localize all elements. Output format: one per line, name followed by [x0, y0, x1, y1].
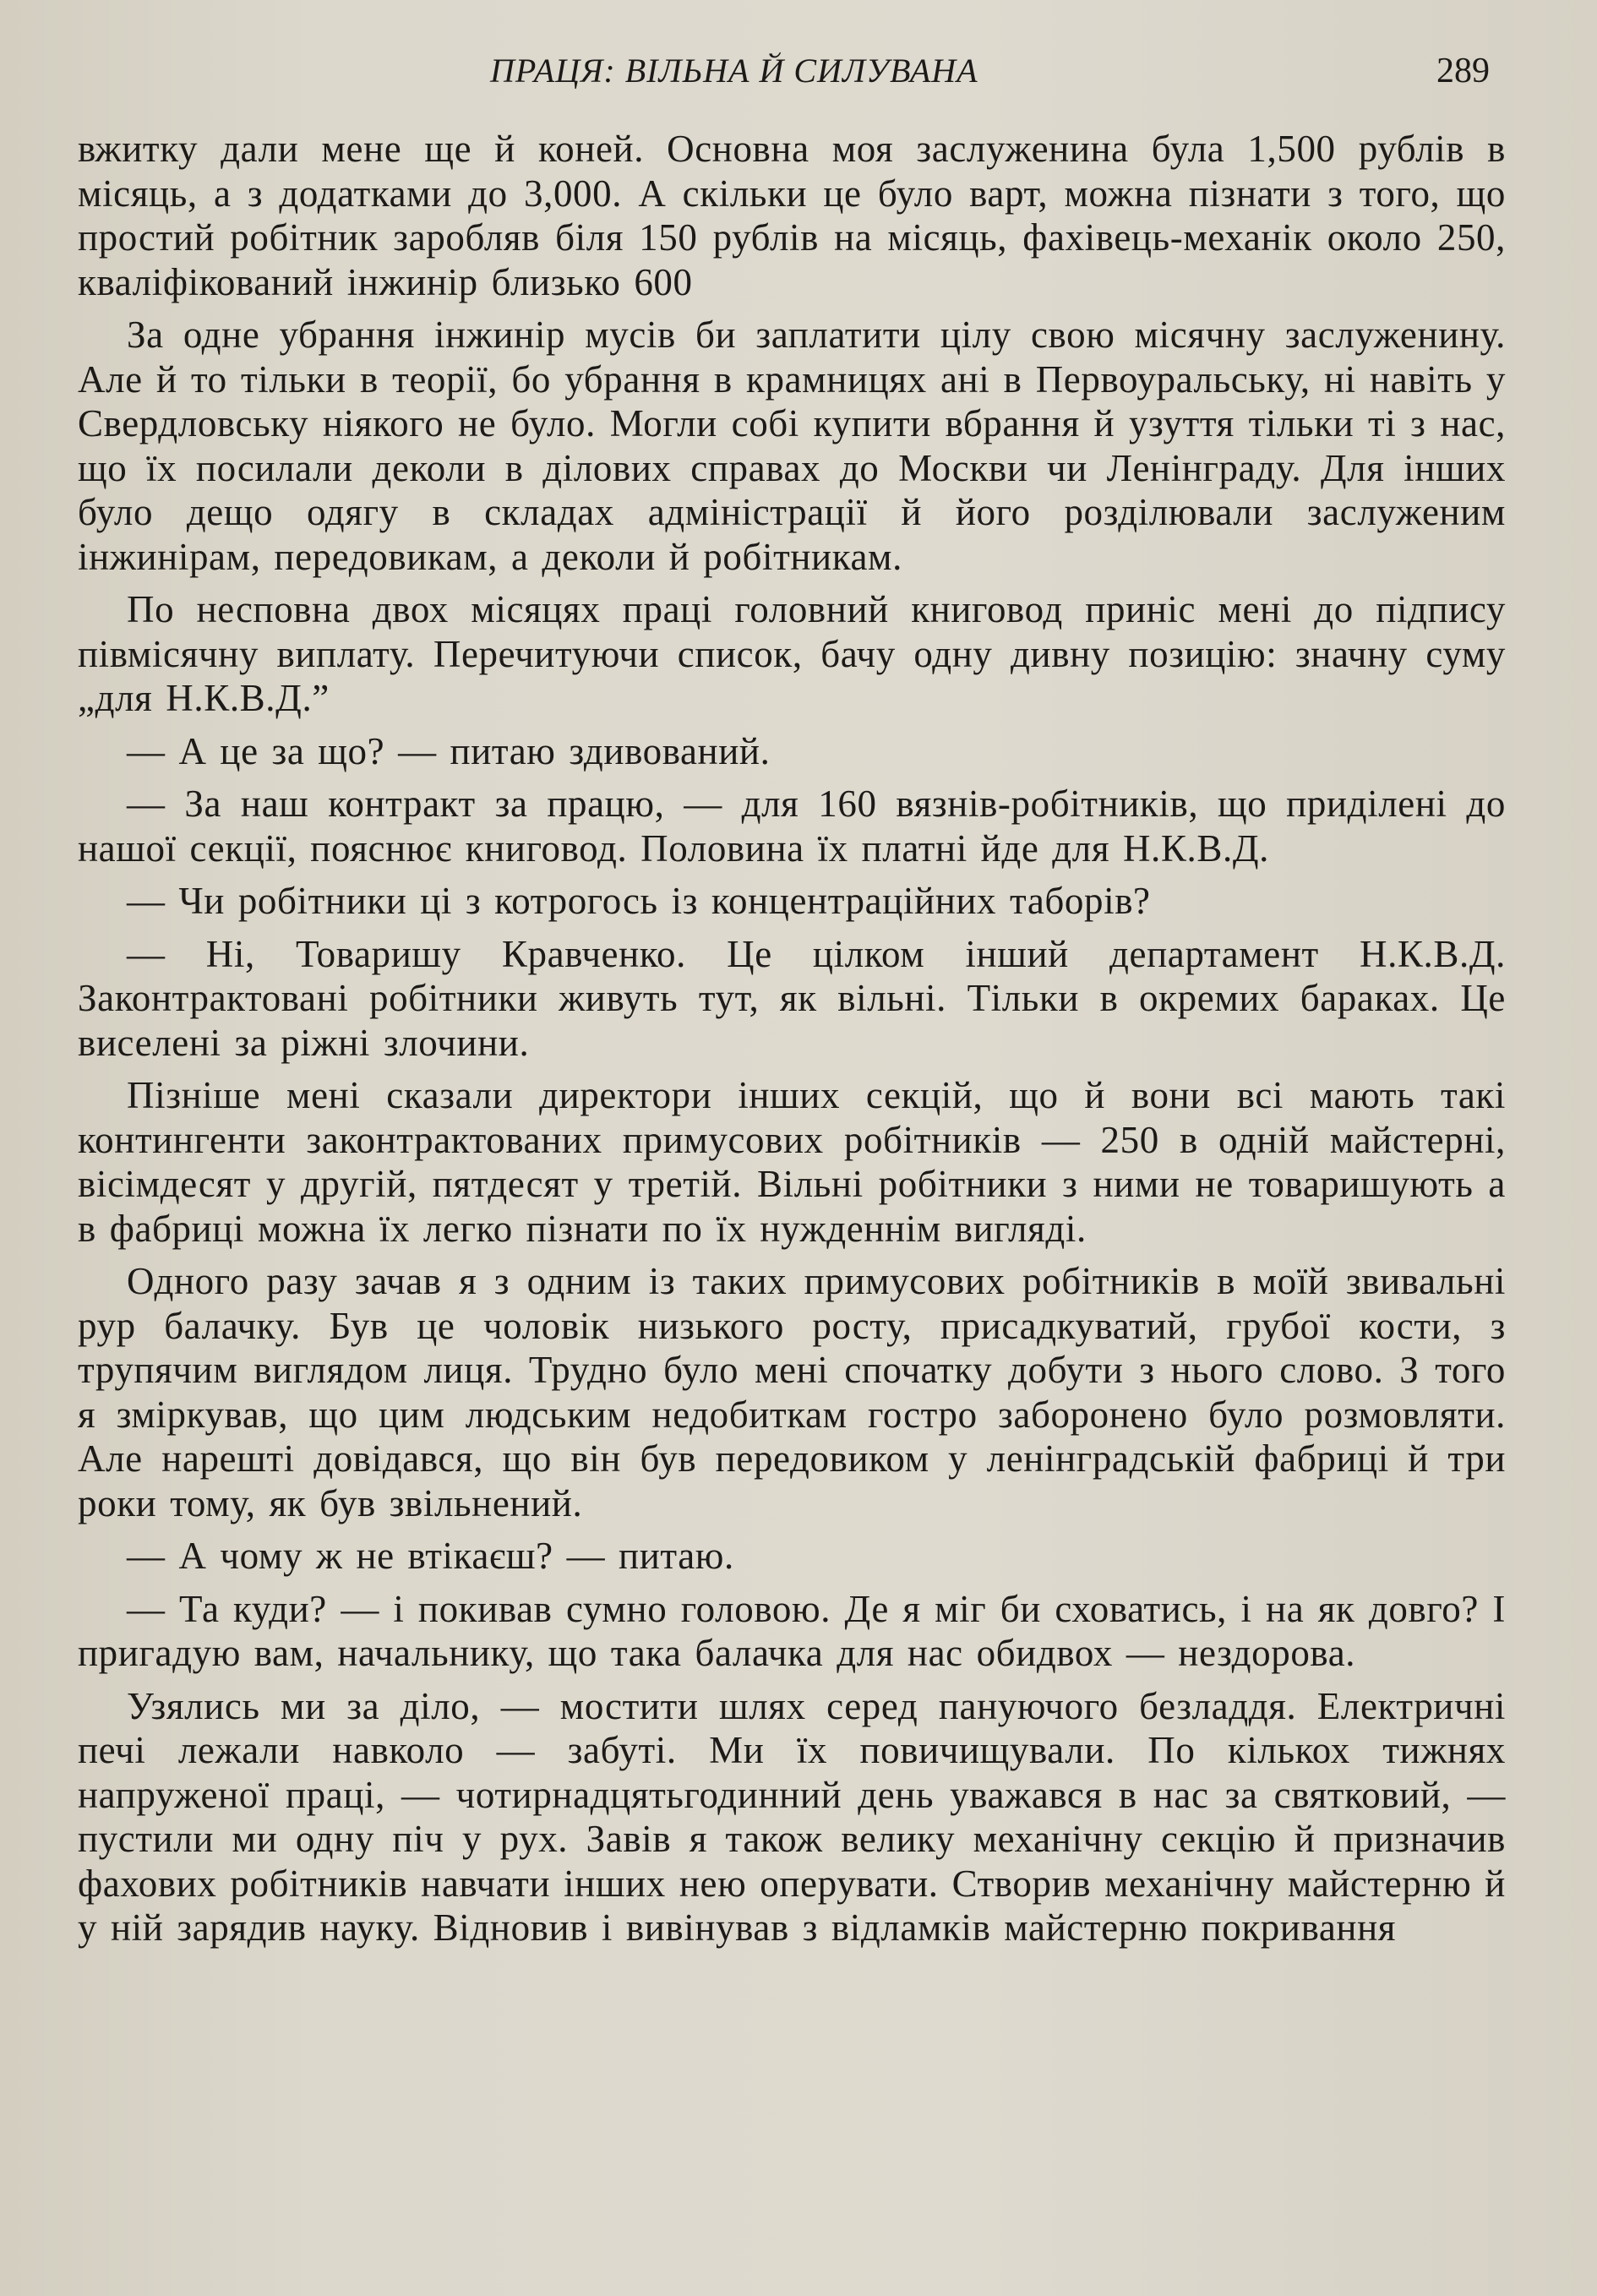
paragraph: Узялись ми за діло, — мостити шлях серед пануючого безладдя. Електричні печі лежали навколо — забуті. Ми їх повичищували. По кількох тижнях напруженої праці, — чотирнадцятьгодинний день уважався в нас за святковий, — пустили ми одну піч у рух. Завів я також велику механічну секцію й призначив фахових робітників навчати інших нею оперувати. Створив механічну майстерню й у ній зарядив науку. Відновив і вивінував з відламків майстерню покривання	[78, 1684, 1506, 1949]
paragraph: Пізніше мені сказали директори інших секцій, що й вони всі мають такі контингенти законтрактованих примусових робітників — 250 в одній майстерні, вісімдесят у другій, пятдесят у третій. Вільні робітники з ними не товаришують а в фабриці можна їх легко пізнати по їх нужденнім вигляді.	[78, 1074, 1506, 1250]
dialogue-line: — А це за що? — питаю здивований.	[127, 729, 771, 772]
paragraph: Одного разу зачав я з одним із таких примусових робітників в моїй звивальні рур балачку. Був це чоловік низького росту, присадкуватий, грубої кости, з трупячим виглядом лиця. Трудно було мені спочатку добути з нього слово. З того я зміркував, що цим людським недобиткам гостро заборонено було розмовляти. Але нарешті довідався, що він був передовиком у ленінградській фабриці й три роки тому, як був звільнений.	[78, 1260, 1506, 1524]
page-number: 289	[1436, 52, 1490, 90]
paragraph: За одне убрання інжинір мусів би заплатити цілу свою місячну заслуженину. Але й то тільки в теорії, бо убрання в крамницях ані в Первоуральську, ні навіть у Свердловську ніякого не було. Могли собі купити вбрання й узуття тільки ті з нас, що їх посилали деколи в ділових справах до Москви чи Ленінграду. Для інших було дещо одягу в складах адміністрації й його розділювали заслуженим інжинірам, передовикам, а деколи й робітникам.	[78, 314, 1506, 578]
body-text	[78, 127, 1506, 1959]
paragraph: По несповна двох місяцях праці головний книговод приніс мені до підпису півмісячну виплату. Перечитуючи список, бачу одну дивну позицію: значну суму „для Н.К.В.Д.”	[78, 588, 1506, 719]
dialogue-line: — За наш контракт за працю, — для 160 вязнів-робітників, що приділені до нашої секції, пояснює книговод. Половина їх платні йде для Н.К.В.Д.	[78, 783, 1506, 870]
page-header	[0, 51, 1597, 101]
dialogue-line: — А чому ж не втікаєш? — питаю.	[127, 1535, 734, 1577]
dialogue-line: — Та куди? — і покивав сумно головою. Де я міг би сховатись, і на як довго? І пригадую вам, начальнику, що така балачка для нас обидвох — нездорова.	[78, 1587, 1506, 1674]
running-title: ПРАЦЯ: ВІЛЬНА Й СИЛУВАНА	[490, 52, 978, 90]
paragraph: вжитку дали мене ще й коней. Основна моя заслуженина була 1,500 рублів в місяць, а з додатками до 3,000. А скільки це було варт, можна пізнати з того, що простий робітник заробляв біля 150 рублів на місяць, фахівець-механік около 250, кваліфікований інжинір близько 600	[78, 128, 1506, 303]
dialogue-line: — Чи робітники ці з котрогось із концентраційних таборів?	[127, 880, 1151, 922]
dialogue-line: — Ні, Товаришу Кравченко. Це цілком інший департамент Н.К.В.Д. Законтрактовані робітники живуть тут, як вільні. Тільки в окремих бараках. Це виселені за ріжні злочини.	[78, 932, 1506, 1064]
